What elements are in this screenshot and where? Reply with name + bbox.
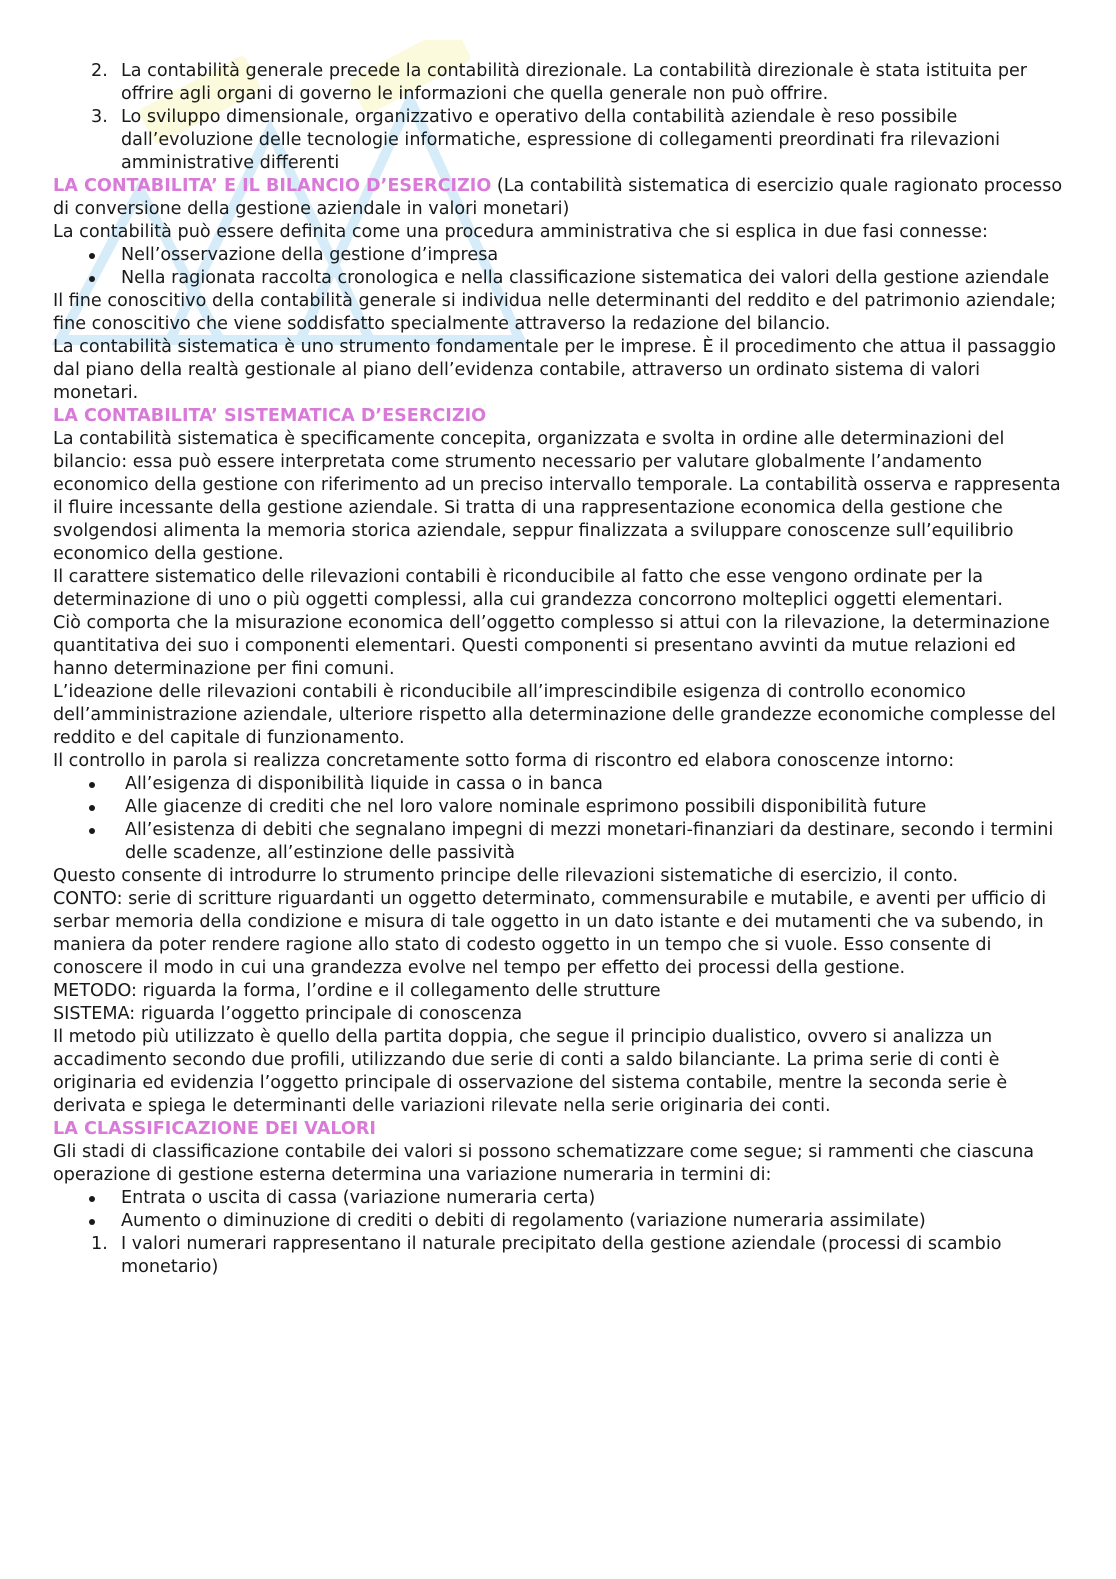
bullet-icon <box>53 1187 121 1210</box>
bullet-text: Nella ragionata raccolta cronologica e nella classificazione sistematica dei valori della gestione aziendale <box>121 268 1050 288</box>
paragraph: Il controllo in parola si realizza concretamente sotto forma di riscontro ed elabora conoscenze intorno: <box>53 751 955 771</box>
bullet-text: All’esigenza di disponibilità liquide in cassa o in banca <box>125 774 603 794</box>
heading-note: (La contabilità sistematica di esercizio quale ragionato processo di conversione della gestione aziendale in valori monetari) <box>53 176 1063 219</box>
item-number: 1. <box>91 1234 108 1254</box>
bullet-item <box>53 819 1063 865</box>
bullet-text: Aumento o diminuzione di crediti o debiti di regolamento (variazione numeraria assimilate) <box>121 1211 926 1231</box>
item-number: 2. <box>91 61 108 81</box>
paragraph: Questo consente di introdurre lo strumento principe delle rilevazioni sistematiche di esercizio, il conto. <box>53 866 959 886</box>
numbered-item <box>53 106 1063 175</box>
bullet-item <box>53 267 1063 290</box>
bullet-text: Entrata o uscita di cassa (variazione numeraria certa) <box>121 1188 596 1208</box>
paragraph: Ciò comporta che la misurazione economica dell’oggetto complesso si attui con la rilevazione, la determinazione quantitativa dei suo i componenti elementari. Questi componenti si presentano avvinti da mutue relazioni ed hanno determinazione per fini comuni. <box>53 613 1050 679</box>
item-text: La contabilità generale precede la contabilità direzionale. La contabilità direzionale è stata istituita per offrire agli organi di governo le informazioni che quella generale non può offrire. <box>121 61 1028 104</box>
bullet-text: All’esistenza di debiti che segnalano impegni di mezzi monetari-finanziari da destinare, secondo i termini delle scadenze, all’estinzione delle passività <box>125 820 1054 863</box>
section-heading: LA CLASSIFICAZIONE DEI VALORI <box>53 1119 376 1139</box>
paragraph: Il carattere sistematico delle rilevazioni contabili è riconducibile al fatto che esse vengono ordinate per la determinazione di uno o più oggetti complessi, alla cui grandezza concorrono molteplici oggetti elementari. <box>53 567 1003 610</box>
bullet-icon <box>53 819 125 865</box>
paragraph: Gli stadi di classificazione contabile dei valori si possono schematizzare come segue; si rammenti che ciascuna operazione di gestione esterna determina una variazione numeraria in termini di: <box>53 1142 1035 1185</box>
definition-conto: CONTO: serie di scritture riguardanti un oggetto determinato, commensurabile e mutabile, e aventi per ufficio di serbar memoria della condizione e misura di tale oggetto in un dato istante e dei mutamenti che va subendo, in maniera da poter rendere ragione allo stato di codesto oggetto in un tempo che si vuole. Esso consente di conoscere il modo in cui una grandezza evolve nel tempo per effetto dei processi della gestione. <box>53 889 1047 978</box>
definition-sistema: SISTEMA: riguarda l’oggetto principale di conoscenza <box>53 1004 523 1024</box>
paragraph: Il fine conoscitivo della contabilità generale si individua nelle determinanti del reddito e del patrimonio aziendale; fine conoscitivo che viene soddisfatto specialmente attraverso la redazione del bilancio. <box>53 291 1057 334</box>
bullet-text: Alle giacenze di crediti che nel loro valore nominale esprimono possibili disponibilità future <box>125 797 927 817</box>
bullet-icon <box>53 267 121 290</box>
section-heading: LA CONTABILITA’ E IL BILANCIO D’ESERCIZIO <box>53 176 492 196</box>
paragraph: La contabilità può essere definita come una procedura amministrativa che si esplica in due fasi connesse: <box>53 222 988 242</box>
bullet-item <box>53 796 1063 819</box>
bullet-item <box>53 1187 1063 1210</box>
bullet-icon <box>53 1210 121 1233</box>
bullet-item <box>53 1210 1063 1233</box>
bullet-icon <box>53 796 125 819</box>
bullet-item <box>53 773 1063 796</box>
bullet-item <box>53 244 1063 267</box>
definition-metodo: METODO: riguarda la forma, l’ordine e il collegamento delle strutture <box>53 981 661 1001</box>
item-text: Lo sviluppo dimensionale, organizzativo e operativo della contabilità aziendale è reso possibile dall’evoluzione delle tecnologie informatiche, espressione di collegamenti preordinati fra rilevazioni amministrative differenti <box>121 107 1001 173</box>
paragraph: La contabilità sistematica è uno strumento fondamentale per le imprese. È il procedimento che attua il passaggio dal piano della realtà gestionale al piano dell’evidenza contabile, attraverso un ordinato sistema di valori monetari. <box>53 337 1056 403</box>
item-text: I valori numerari rappresentano il naturale precipitato della gestione aziendale (processi di scambio monetario) <box>121 1234 1002 1277</box>
bullet-icon <box>53 773 125 796</box>
bullet-icon <box>53 244 121 267</box>
paragraph: Il metodo più utilizzato è quello della partita doppia, che segue il principio dualistico, ovvero si analizza un accadimento secondo due profili, utilizzando due serie di conti a saldo bilanciante. La prima serie di conti è originaria ed evidenzia l’oggetto principale di osservazione del sistema contabile, mentre la seconda serie è derivata e spiega le determinanti delle variazioni rilevate nella serie originaria dei conti. <box>53 1027 1008 1116</box>
numbered-item <box>53 60 1063 106</box>
document-body <box>53 60 1063 1279</box>
bullet-text: Nell’osservazione della gestione d’impresa <box>121 245 499 265</box>
paragraph: L’ideazione delle rilevazioni contabili è riconducibile all’imprescindibile esigenza di controllo economico dell’amministrazione aziendale, ulteriore rispetto alla determinazione delle grandezze economiche complesse del reddito e del capitale di funzionamento. <box>53 682 1056 748</box>
paragraph: La contabilità sistematica è specificamente concepita, organizzata e svolta in ordine alle determinazioni del bilancio: essa può essere interpretata come strumento necessario per valutare globalmente l’andamento economico della gestione con riferimento ad un preciso intervallo temporale. La contabilità osserva e rappresenta il fluire incessante della gestione aziendale. Si tratta di una rappresentazione economica della gestione che svolgendosi alimenta la memoria storica aziendale, seppur finalizzata a sviluppare conoscenze sull’equilibrio economico della gestione. <box>53 429 1061 564</box>
numbered-item <box>53 1233 1063 1279</box>
item-number: 3. <box>91 107 108 127</box>
section-heading: LA CONTABILITA’ SISTEMATICA D’ESERCIZIO <box>53 406 487 426</box>
section-heading-paragraph <box>53 175 1063 221</box>
